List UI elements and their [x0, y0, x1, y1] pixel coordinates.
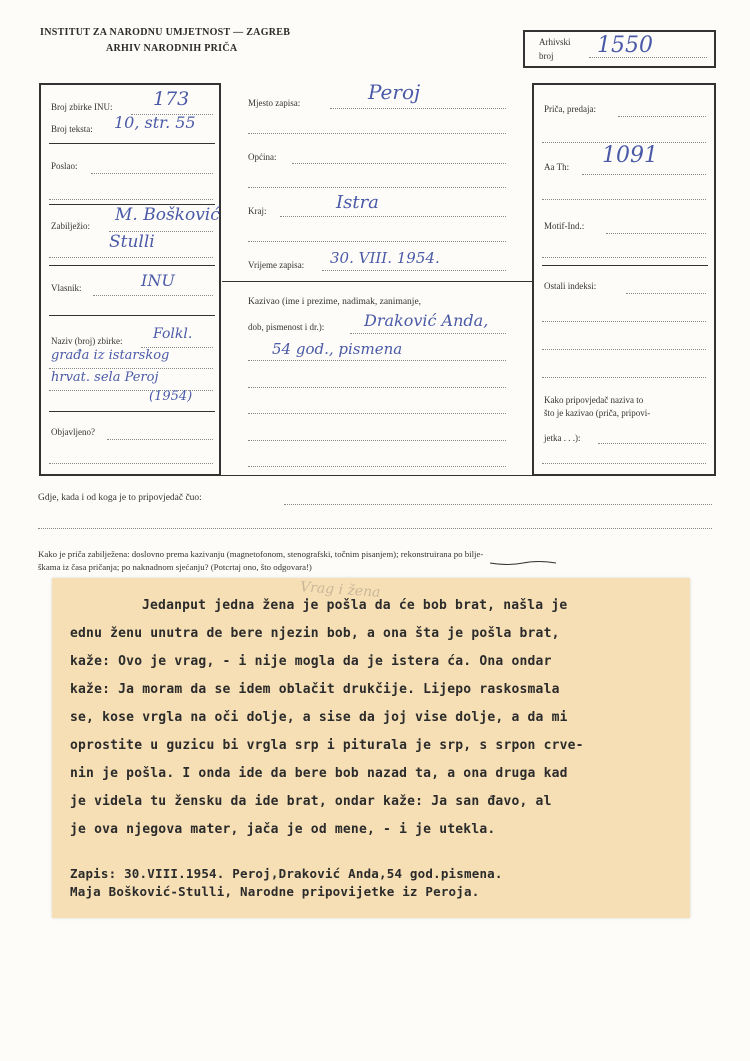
kazivao-value-2: 54 god., pismena — [272, 340, 403, 358]
naziv-zbirke-value-2: građa iz istarskog — [51, 348, 170, 363]
underline-mark — [488, 560, 558, 566]
slip-line-4: kaže: Ja moram da se idem oblačit drukčije. Lijepo raskosmala — [70, 682, 560, 697]
kako-naziva-label-2: što je kazivao (priča, pripovi- — [544, 408, 651, 418]
naziv-zbirke-label: Naziv (broj) zbirke: — [51, 336, 123, 346]
vrijeme-zapisa-value: 30. VIII. 1954. — [330, 249, 440, 267]
broj-teksta-label: Broj teksta: — [51, 124, 93, 134]
ostali-indeksi-label: Ostali indeksi: — [544, 281, 597, 291]
slip-line-2: ednu ženu unutra de bere njezin bob, a ona šta je pošla brat, — [70, 626, 560, 641]
kazivao-value-1: Draković Anda, — [364, 311, 489, 330]
archive-number-value: 1550 — [597, 33, 653, 58]
motif-index-label: Motif-Ind.: — [544, 221, 585, 231]
gdje-kada-label: Gdje, kada i od koga je to pripovjedač čuo: — [38, 493, 202, 503]
aa-th-label: Aa Th: — [544, 162, 570, 172]
archive-number-box — [523, 30, 716, 68]
naziv-zbirke-value-4: (1954) — [149, 389, 193, 404]
slip-line-7: nin je pošla. I onda ide da bere bob nazad ta, a ona druga kad — [70, 766, 568, 781]
kraj-value: Istra — [336, 192, 379, 213]
kraj-label: Kraj: — [248, 206, 267, 216]
kako-zabiljezena-line-1: Kako je priča zabilježena: doslovno prema kazivanju (magnetofonom, stenografski, točnim pisanjem); rekonstruirana po bilje- — [38, 549, 484, 559]
slip-line-5: se, kose vrgla na oči dolje, a sise da joj vise dolje, a da mi — [70, 710, 568, 725]
objavljeno-label: Objavljeno? — [51, 427, 95, 437]
vlasnik-label: Vlasnik: — [51, 283, 82, 293]
pencil-note: Vrag i žena — [299, 579, 381, 601]
slip-zapis-line-1: Zapis: 30.VIII.1954. Peroj,Draković Anda,54 god.pismena. — [70, 866, 503, 881]
naziv-zbirke-value-3: hrvat. sela Peroj — [51, 370, 159, 385]
mjesto-zapisa-label: Mjesto zapisa: — [248, 98, 301, 108]
slip-line-9: je ova njegova mater, jača je od mene, - i je utekla. — [70, 822, 496, 837]
kazivao-label-2: dob, pismenost i dr.): — [248, 322, 325, 332]
typewritten-slip — [52, 578, 690, 918]
zabiljezio-value-2: Stulli — [109, 232, 155, 252]
kazivao-label-1: Kazivao (ime i prezime, nadimak, zanimanje, — [248, 297, 422, 307]
kako-zabiljezena-line-2: škama iz časa pričanja; po naknadnom sjećanju? (Potcrtaj ono, što odgovara!) — [38, 562, 312, 572]
slip-line-8: je videla tu žensku da ide brat, ondar kaže: Ja san đavo, al — [70, 794, 552, 809]
right-column-box — [532, 83, 716, 476]
kako-naziva-label-1: Kako pripovjedač naziva to — [544, 395, 644, 405]
institute-name: INSTITUT ZA NARODNU UMJETNOST — ZAGREB — [40, 27, 291, 38]
broj-zbirke-label: Broj zbirke INU: — [51, 102, 113, 112]
archive-number-label-2: broj — [539, 51, 554, 61]
broj-zbirke-value: 173 — [153, 88, 190, 110]
kako-naziva-label-3: jetka . . .): — [544, 433, 581, 443]
opcina-label: Općina: — [248, 152, 277, 162]
slip-line-1: Jedanput jedna žena je pošla da će bob brat, našla je — [142, 598, 568, 613]
vlasnik-value: INU — [141, 271, 175, 290]
aa-th-value: 1091 — [602, 143, 658, 168]
archive-number-label: Arhivski — [539, 37, 571, 47]
left-column-box — [39, 83, 221, 476]
broj-teksta-value: 10, str. 55 — [114, 113, 196, 132]
mjesto-zapisa-value: Peroj — [368, 80, 421, 104]
zabiljezio-label: Zabilježio: — [51, 221, 90, 231]
archive-name: ARHIV NARODNIH PRIČA — [106, 43, 238, 54]
zabiljezio-value-1: M. Bošković — [115, 205, 220, 225]
naziv-zbirke-value-1: Folkl. — [153, 326, 193, 342]
slip-line-3: kaže: Ovo je vrag, - i nije mogla da je istera ća. Ona ondar — [70, 654, 552, 669]
vrijeme-zapisa-label: Vrijeme zapisa: — [248, 260, 305, 270]
slip-zapis-line-2: Maja Bošković-Stulli, Narodne pripovijetke iz Peroja. — [70, 884, 480, 899]
slip-line-6: oprostite u guzicu bi vrgla srp i piturala je srp, s srpon crve- — [70, 738, 584, 753]
prica-predaja-label: Priča, predaja: — [544, 104, 596, 114]
poslao-label: Poslao: — [51, 161, 78, 171]
